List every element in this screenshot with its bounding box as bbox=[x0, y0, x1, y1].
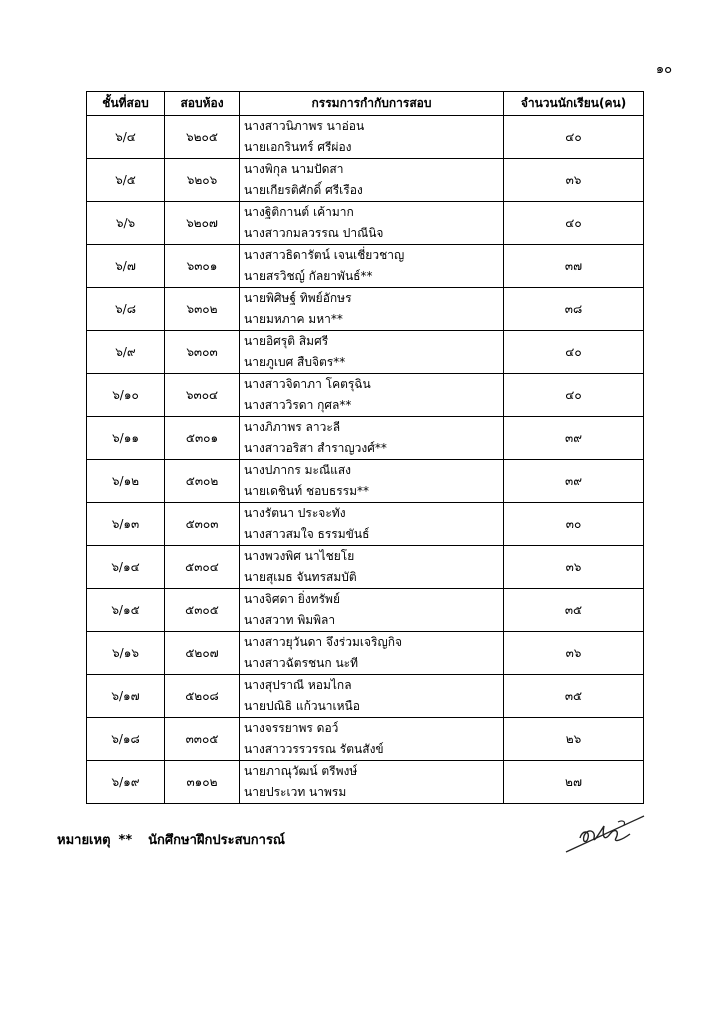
proctor-name: นางจิศดา ยิ่งทรัพย์ bbox=[244, 592, 340, 606]
cell-proctors bbox=[240, 460, 504, 503]
proctor-name: นางสาวนิภาพร นาอ่อน bbox=[244, 119, 365, 133]
proctor-name: นางสาวฉัตรชนก นะที bbox=[244, 656, 358, 670]
proctor-name: นายพิศิษฐ์ ทิพย์อักษร bbox=[244, 291, 352, 305]
cell-room: ๕๓๐๔ bbox=[165, 546, 240, 589]
cell-students: ๒๖ bbox=[504, 718, 644, 761]
proctor-name: นางสาววิรดา กุศล** bbox=[244, 398, 352, 412]
cell-room: ๕๓๐๑ bbox=[165, 417, 240, 460]
cell-proctors bbox=[240, 374, 504, 417]
proctor-name: นายภาณุวัฒน์ ตรีพงษ์ bbox=[244, 764, 358, 778]
cell-proctors bbox=[240, 761, 504, 804]
proctor-name: นางสาวกมลวรรณ ปาณีนิจ bbox=[244, 226, 384, 240]
table-row bbox=[87, 202, 644, 245]
cell-level: ๖/๑๒ bbox=[87, 460, 165, 503]
table-row bbox=[87, 116, 644, 159]
cell-room: ๕๒๐๘ bbox=[165, 675, 240, 718]
proctor-name: นางปภากร มะณีแสง bbox=[244, 463, 351, 477]
proctor-name: นางสาวสมใจ ธรรมขันธ์ bbox=[244, 527, 370, 541]
cell-proctors bbox=[240, 417, 504, 460]
table-row bbox=[87, 288, 644, 331]
cell-room: ๕๒๐๗ bbox=[165, 632, 240, 675]
cell-students: ๓๕ bbox=[504, 589, 644, 632]
cell-proctors bbox=[240, 245, 504, 288]
cell-level: ๖/๖ bbox=[87, 202, 165, 245]
proctor-name: นายมหภาค มหา** bbox=[244, 312, 343, 326]
cell-level: ๖/๑๗ bbox=[87, 675, 165, 718]
cell-room: ๓๑๐๒ bbox=[165, 761, 240, 804]
cell-students: ๓๖ bbox=[504, 546, 644, 589]
proctor-name: นางภิภาพร ลาวะลี bbox=[244, 420, 341, 434]
cell-level: ๖/๑๑ bbox=[87, 417, 165, 460]
table-body bbox=[87, 116, 644, 804]
page-number: ๑๐ bbox=[655, 62, 672, 77]
cell-proctors bbox=[240, 331, 504, 374]
table-row bbox=[87, 632, 644, 675]
cell-level: ๖/๙ bbox=[87, 331, 165, 374]
cell-level: ๖/๑๐ bbox=[87, 374, 165, 417]
cell-proctors bbox=[240, 503, 504, 546]
proctor-name: นางรัตนา ประจะทัง bbox=[244, 506, 346, 520]
cell-level: ๖/๑๖ bbox=[87, 632, 165, 675]
cell-proctors bbox=[240, 675, 504, 718]
table-row bbox=[87, 718, 644, 761]
table-row bbox=[87, 159, 644, 202]
table-row bbox=[87, 245, 644, 288]
cell-students: ๔๐ bbox=[504, 331, 644, 374]
table-header-row bbox=[87, 92, 644, 116]
table-row bbox=[87, 546, 644, 589]
cell-room: ๖๓๐๔ bbox=[165, 374, 240, 417]
cell-proctors bbox=[240, 546, 504, 589]
proctor-name: นายเดชินท์ ชอบธรรม** bbox=[244, 484, 370, 498]
cell-students: ๓๗ bbox=[504, 245, 644, 288]
cell-students: ๓๙ bbox=[504, 417, 644, 460]
proctor-name: นายปณิธิ แก้วนาเหนือ bbox=[244, 699, 360, 713]
header-students: จำนวนนักเรียน(คน) bbox=[504, 92, 644, 116]
proctor-name: นายสรวิชญ์ กัลยาพันธ์** bbox=[244, 269, 373, 283]
proctor-name: นายเกียรติศักดิ์ ศรีเรือง bbox=[244, 183, 363, 197]
table-row bbox=[87, 761, 644, 804]
cell-students: ๓๖ bbox=[504, 159, 644, 202]
cell-proctors bbox=[240, 202, 504, 245]
cell-room: ๖๒๐๗ bbox=[165, 202, 240, 245]
proctor-name: นางสาวธิดารัตน์ เจนเชี่ยวชาญ bbox=[244, 248, 405, 262]
header-level: ชั้นที่สอบ bbox=[87, 92, 165, 116]
cell-proctors bbox=[240, 159, 504, 202]
cell-proctors bbox=[240, 589, 504, 632]
cell-students: ๔๐ bbox=[504, 116, 644, 159]
proctor-name: นางสาวจิดาภา โคตรุฉิน bbox=[244, 377, 371, 391]
proctor-name: นางฐิติกานต์ เค้ามาก bbox=[244, 205, 354, 219]
cell-students: ๒๗ bbox=[504, 761, 644, 804]
cell-level: ๖/๘ bbox=[87, 288, 165, 331]
cell-proctors bbox=[240, 718, 504, 761]
cell-students: ๓๐ bbox=[504, 503, 644, 546]
cell-proctors bbox=[240, 288, 504, 331]
proctor-name: นายเอกรินทร์ ศรีผ่อง bbox=[244, 140, 352, 154]
cell-proctors bbox=[240, 632, 504, 675]
cell-level: ๖/๑๘ bbox=[87, 718, 165, 761]
cell-students: ๓๙ bbox=[504, 460, 644, 503]
cell-students: ๔๐ bbox=[504, 374, 644, 417]
proctor-name: นายสุเมธ จันทรสมบัติ bbox=[244, 570, 357, 584]
footnote bbox=[57, 829, 285, 850]
table-row bbox=[87, 331, 644, 374]
header-proctors: กรรมการกำกับการสอบ bbox=[240, 92, 504, 116]
cell-students: ๓๖ bbox=[504, 632, 644, 675]
table-row bbox=[87, 675, 644, 718]
cell-level: ๖/๑๔ bbox=[87, 546, 165, 589]
cell-level: ๖/๗ bbox=[87, 245, 165, 288]
cell-room: ๓๓๐๕ bbox=[165, 718, 240, 761]
table-row bbox=[87, 374, 644, 417]
proctor-name: นางสาววรรวรรณ รัตนสังข์ bbox=[244, 742, 384, 756]
cell-room: ๖๓๐๒ bbox=[165, 288, 240, 331]
footnote-text: นักศึกษาฝึกประสบการณ์ bbox=[148, 833, 285, 848]
exam-proctor-table bbox=[86, 91, 644, 804]
footnote-marker: ** bbox=[118, 833, 133, 848]
table-row bbox=[87, 503, 644, 546]
header-room: สอบห้อง bbox=[165, 92, 240, 116]
proctor-name: นางพิกุล นามปัดสา bbox=[244, 162, 344, 176]
proctor-name: นายภูเบศ สืบจิตร** bbox=[244, 355, 346, 369]
cell-proctors bbox=[240, 116, 504, 159]
cell-level: ๖/๔ bbox=[87, 116, 165, 159]
cell-room: ๖๓๐๑ bbox=[165, 245, 240, 288]
table-row bbox=[87, 417, 644, 460]
cell-students: ๓๘ bbox=[504, 288, 644, 331]
proctor-name: นางสุปราณี หอมไกล bbox=[244, 678, 352, 692]
cell-students: ๓๕ bbox=[504, 675, 644, 718]
cell-students: ๔๐ bbox=[504, 202, 644, 245]
signature-mark bbox=[560, 812, 650, 856]
table-row bbox=[87, 589, 644, 632]
cell-level: ๖/๑๙ bbox=[87, 761, 165, 804]
cell-room: ๕๓๐๓ bbox=[165, 503, 240, 546]
proctor-name: นายประเวท นาพรม bbox=[244, 785, 347, 799]
cell-room: ๖๒๐๖ bbox=[165, 159, 240, 202]
proctor-name: นางสวาท พิมพิลา bbox=[244, 613, 336, 627]
cell-level: ๖/๕ bbox=[87, 159, 165, 202]
cell-room: ๖๒๐๕ bbox=[165, 116, 240, 159]
cell-room: ๕๓๐๕ bbox=[165, 589, 240, 632]
proctor-name: นางพวงพิศ นาไชยโย bbox=[244, 549, 355, 563]
proctor-name: นางสาวยุวันดา จึงร่วมเจริญกิจ bbox=[244, 635, 403, 649]
cell-room: ๖๓๐๓ bbox=[165, 331, 240, 374]
proctor-name: นายอิศรุติ สิมศรี bbox=[244, 334, 329, 348]
cell-level: ๖/๑๕ bbox=[87, 589, 165, 632]
table-row bbox=[87, 460, 644, 503]
cell-room: ๕๓๐๒ bbox=[165, 460, 240, 503]
proctor-name: นางสาวอริสา สำราญวงศ์** bbox=[244, 441, 387, 455]
cell-level: ๖/๑๓ bbox=[87, 503, 165, 546]
proctor-name: นางจรรยาพร ดอว์ bbox=[244, 721, 339, 735]
footnote-label: หมายเหตุ bbox=[57, 833, 111, 848]
